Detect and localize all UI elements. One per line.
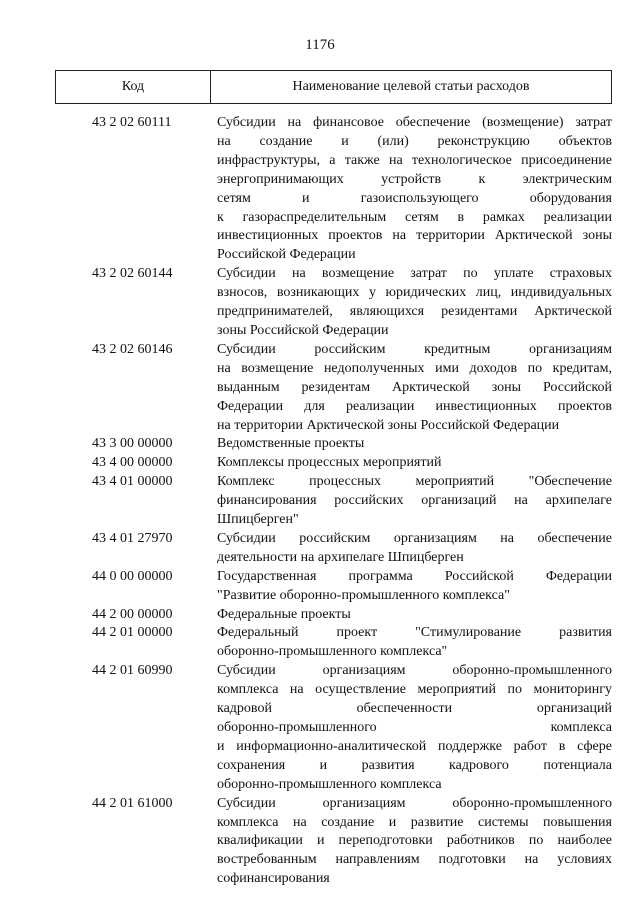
row-name-line: на создание и (или) реконструкцию объектов: [217, 133, 612, 149]
table-row: [55, 265, 612, 341]
row-name-line: Субсидии организациям оборонно-промышленного: [217, 663, 612, 679]
row-code: 43 2 02 60111: [92, 115, 172, 130]
table-row: [55, 662, 612, 794]
row-name: [217, 454, 612, 473]
table-row: [55, 568, 612, 606]
row-code: 43 3 00 00000: [92, 436, 173, 452]
row-name-line: оборонно-промышленного комплекса: [217, 776, 442, 792]
row-name-line: оборонно-промышленного комплекса: [217, 720, 612, 735]
row-name-line: и информационно-аналитической поддержке работ в сфере: [217, 738, 612, 754]
table-body: [55, 114, 612, 889]
row-name-line: предпринимателей, являющихся резидентами Арктической: [217, 304, 612, 320]
row-name: [217, 795, 612, 890]
row-code: 44 2 01 61000: [92, 795, 173, 811]
row-name-line: Федеральный проект "Стимулирование развития: [217, 625, 612, 641]
row-code: 43 2 02 60146: [92, 341, 173, 357]
table-row: [55, 454, 612, 473]
row-name-line: софинансирования: [217, 871, 330, 887]
row-name-line: оборонно-промышленного комплекса": [217, 644, 448, 660]
row-name-line: Комплекс процессных мероприятий "Обеспечение: [217, 474, 612, 490]
column-header-name: Наименование целевой статьи расходов: [292, 79, 530, 94]
row-name: [217, 265, 612, 341]
row-name-line: зоны Российской Федерации: [217, 322, 389, 338]
row-name: [217, 624, 612, 662]
row-name-line: кадровой обеспеченности организаций: [217, 701, 612, 717]
row-name-line: Ведомственные проекты: [217, 436, 365, 452]
row-name-line: на возмещение недополученных ими доходов по кредитам,: [217, 360, 612, 376]
table-row: [55, 114, 612, 265]
row-name-line: выданным резидентам Арктической зоны Российской: [217, 379, 612, 395]
row-name-line: инфраструктуры, а также на технологическое присоединение: [217, 152, 612, 168]
row-name-line: финансирования российских организаций на архипелаге: [217, 493, 612, 509]
row-code: 43 4 00 00000: [92, 455, 173, 471]
table-row: [55, 606, 612, 625]
row-name: [217, 473, 612, 530]
row-code: 44 2 00 00000: [92, 606, 173, 622]
row-code: 43 4 01 27970: [92, 530, 173, 546]
row-name: [217, 435, 612, 454]
row-name-line: деятельности на архипелаге Шпицберген: [217, 549, 464, 565]
table-row: [55, 624, 612, 662]
row-name-line: комплекса на создание и развитие системы повышения: [217, 814, 612, 830]
row-name-line: востребованным направлениям подготовки на условиях: [217, 852, 612, 868]
row-name-line: энергопринимающих устройств к электрическим: [217, 171, 612, 187]
row-name-line: Федерации для реализации инвестиционных проектов: [217, 398, 612, 414]
row-name-line: комплекса на осуществление мероприятий по мониторингу: [217, 682, 612, 698]
table-row: [55, 341, 612, 436]
row-name-line: "Развитие оборонно-промышленного комплекса": [217, 587, 510, 603]
row-name-line: Субсидии организациям оборонно-промышленного: [217, 795, 612, 811]
row-name-line: Субсидии на возмещение затрат по уплате страховых: [217, 266, 612, 282]
row-name-line: инвестиционных проектов на территории Арктической зоны: [217, 228, 612, 244]
row-name: [217, 662, 612, 794]
table-row: [55, 795, 612, 890]
row-name-line: квалификации и переподготовки работников по наиболее: [217, 833, 612, 849]
row-name-line: Субсидии российским организациям на обеспечение: [217, 530, 612, 546]
row-name-line: на территории Арктической зоны Российской Федерации: [217, 417, 560, 433]
row-name-line: сохранения и развития кадрового потенциала: [217, 757, 612, 773]
row-code: 44 0 00 00000: [92, 568, 173, 584]
row-name: [217, 114, 612, 265]
row-name-line: Шпицберген": [217, 512, 299, 528]
row-name-line: Российской Федерации: [217, 247, 356, 263]
table-row: [55, 435, 612, 454]
row-code: 43 4 01 00000: [92, 474, 173, 490]
column-header-code: Код: [56, 71, 211, 103]
row-name-line: Субсидии на финансовое обеспечение (возмещение) затрат: [217, 115, 612, 130]
row-name-line: взносов, возникающих у юридических лиц, индивидуальных: [217, 285, 612, 301]
row-name-line: Федеральные проекты: [217, 606, 351, 622]
row-name: [217, 606, 612, 625]
table-header: [55, 70, 612, 104]
row-code: 44 2 01 00000: [92, 625, 173, 641]
table-row: [55, 530, 612, 568]
row-code: 44 2 01 60990: [92, 663, 173, 679]
page-number: 1176: [305, 37, 335, 53]
row-name-line: к газораспределительным сетям в рамках реализации: [217, 209, 612, 225]
row-name: [217, 530, 612, 568]
row-code: 43 2 02 60144: [92, 266, 173, 282]
row-name-line: Комплексы процессных мероприятий: [217, 455, 442, 471]
row-name-line: Государственная программа Российской Федерации: [217, 568, 612, 584]
table-row: [55, 473, 612, 530]
row-name: [217, 341, 612, 436]
row-name-line: сетям и газоиспользующего оборудования: [217, 190, 612, 206]
row-name: [217, 568, 612, 606]
row-name-line: Субсидии российским кредитным организациям: [217, 341, 612, 357]
